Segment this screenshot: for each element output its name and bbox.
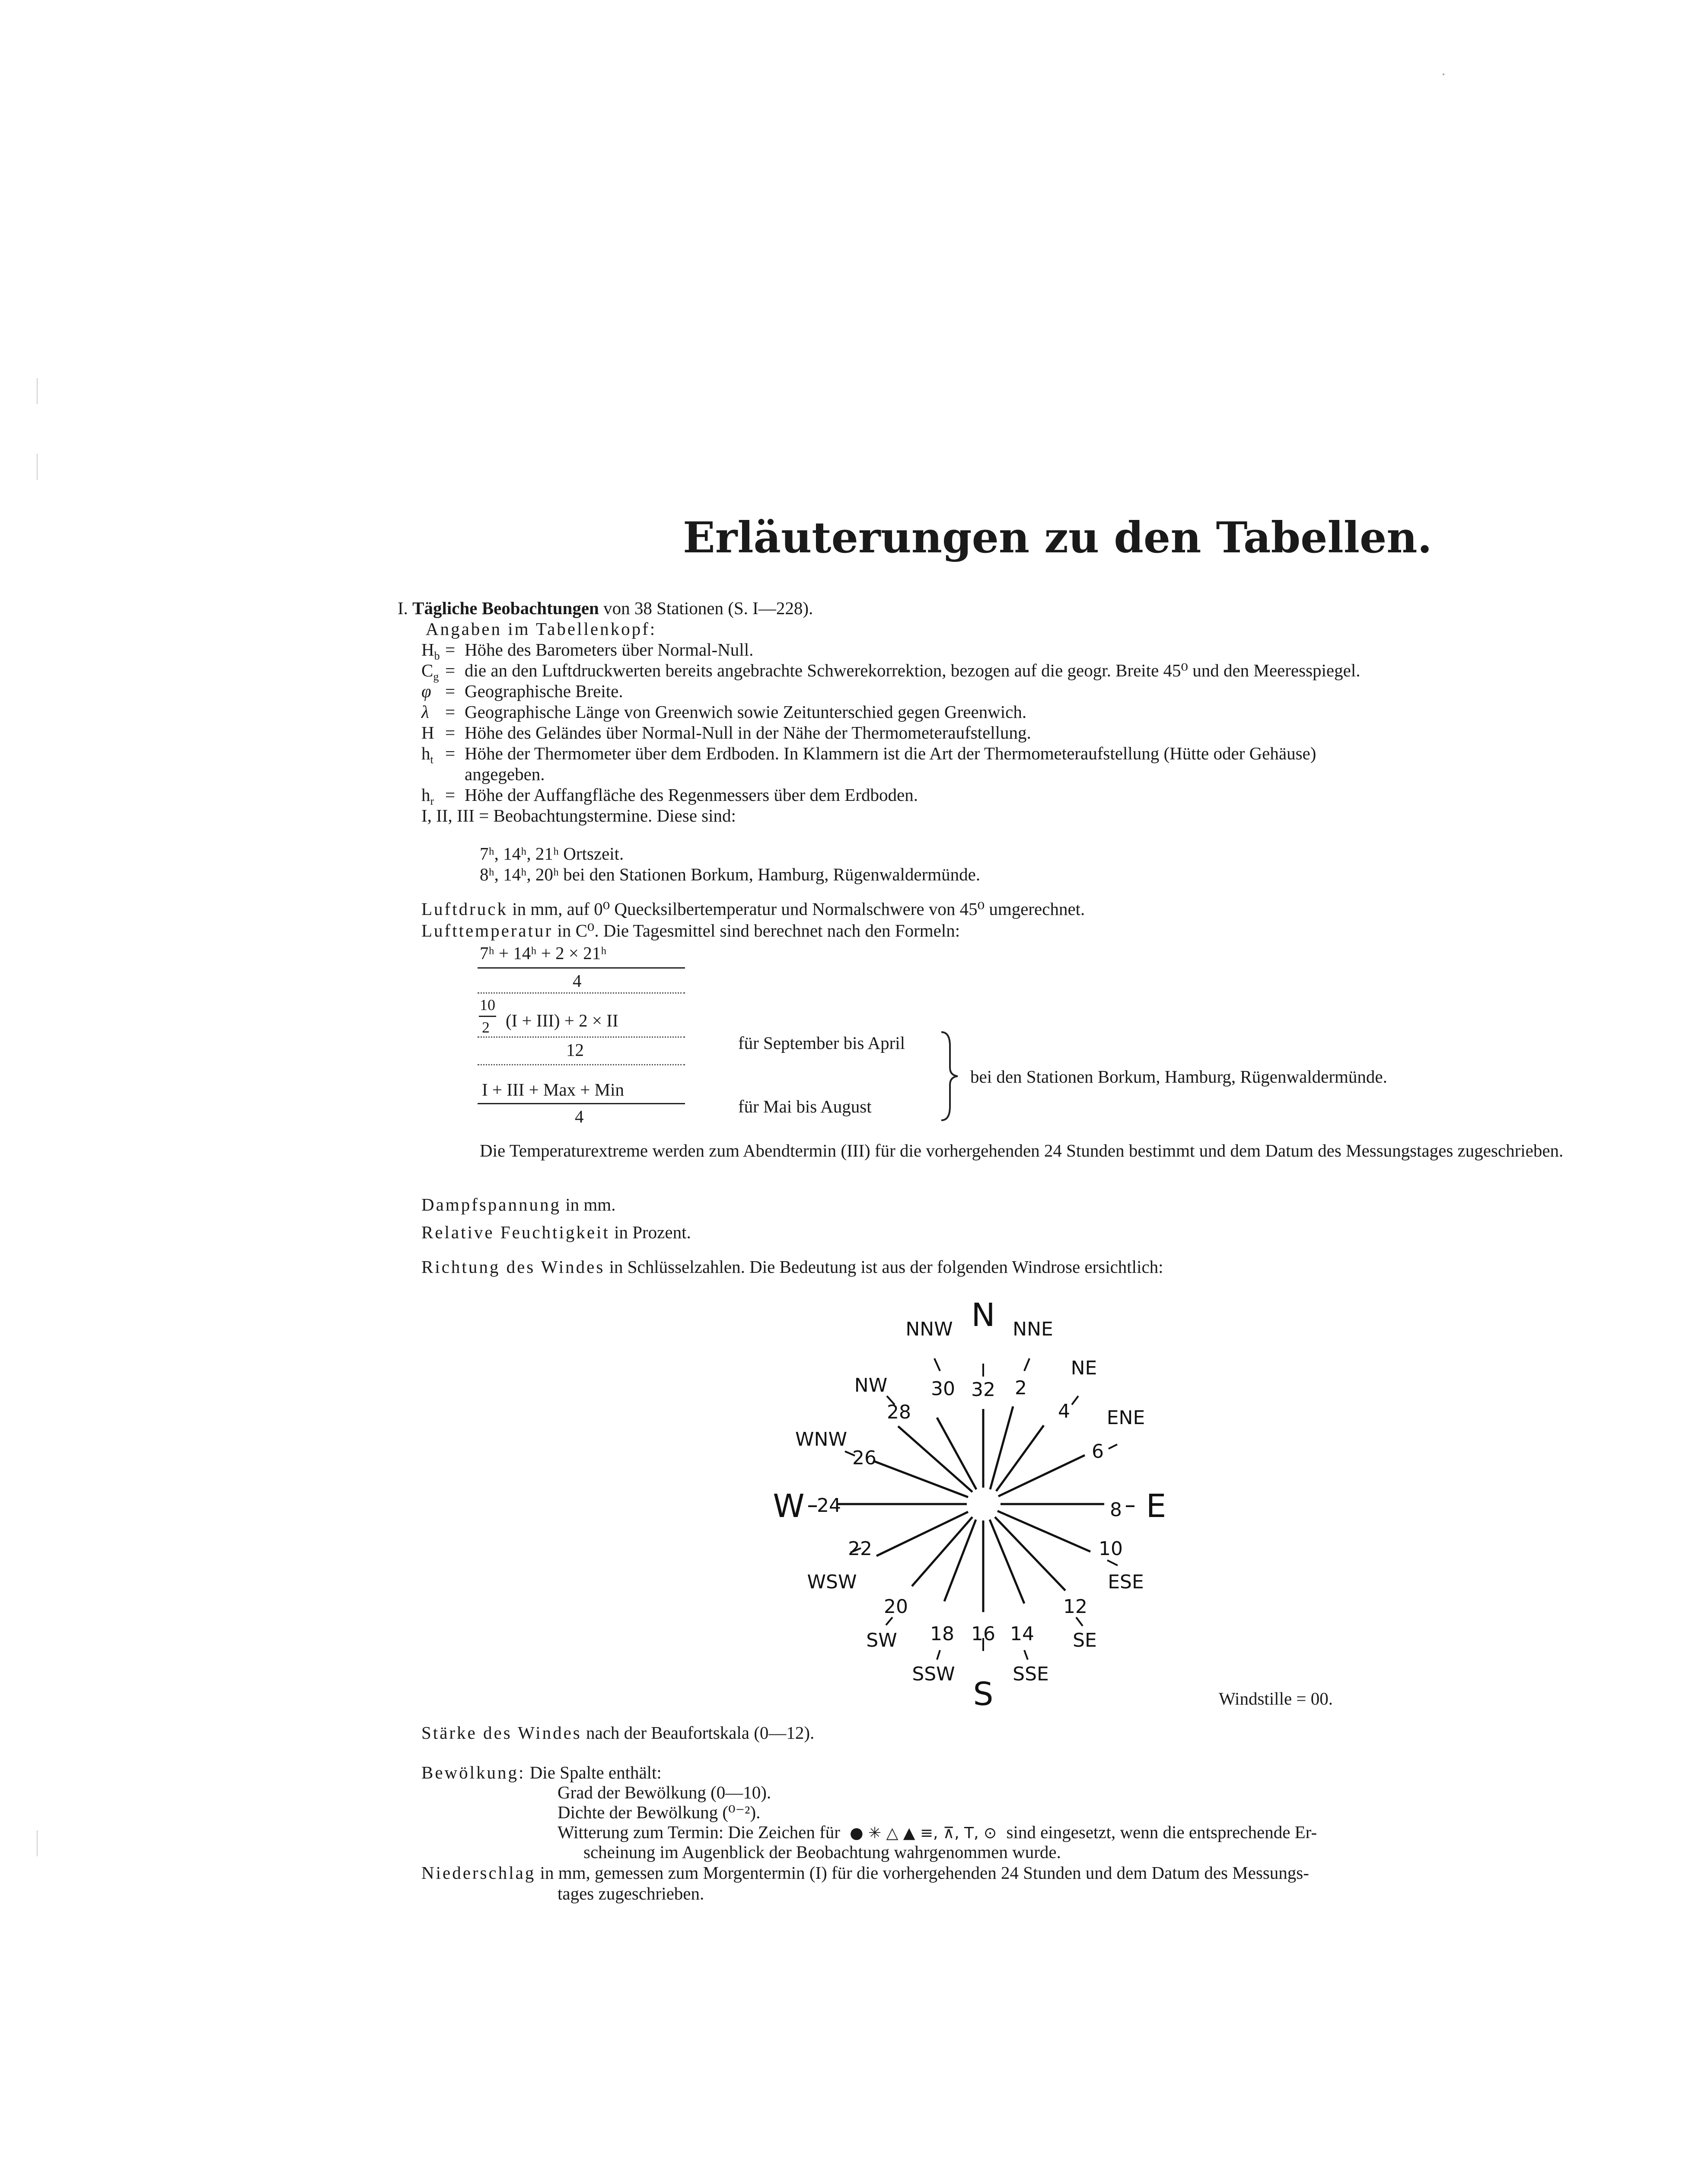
weather-symbols: ● ✳ △ ▲ ≡, ⊼, T, ⊙ (850, 1824, 997, 1842)
wind-rose (756, 1288, 1189, 1720)
kopf-heading: Angaben im Tabellenkopf: (426, 619, 657, 639)
rose-code-6: 6 (1092, 1441, 1104, 1463)
rose-line-ese (997, 1511, 1090, 1552)
scan-mark (37, 378, 38, 404)
staerke-line (421, 1722, 814, 1743)
rose-code-8: 8 (1110, 1499, 1122, 1521)
formula-2-numerator: (I + III) + 2 × II (506, 1010, 618, 1030)
wind-richtung-line (421, 1256, 1163, 1278)
rose-code-2: 2 (1015, 1377, 1027, 1399)
def-eq: = (445, 681, 456, 701)
formula-2-prefactor-den: 2 (482, 1019, 490, 1036)
def-text: die an den Luftdruckwerten bereits angebrachte Schwerekorrektion, bezogen auf die geogr. Breite 45⁰ und den Meeresspiegel. (465, 660, 1361, 680)
def-text: Höhe des Geländes über Normal-Null in der Nähe der Thermometeraufstellung. (465, 723, 1031, 743)
scan-mark (37, 1830, 38, 1856)
luftdruck-text: in mm, auf 0⁰ Quecksilbertemperatur und Normalschwere von 45⁰ umgerechnet. (507, 899, 1085, 919)
bewoelkung-text: Die Spalte enthält: (525, 1763, 662, 1782)
rose-code-18: 18 (930, 1623, 954, 1645)
def-eq: = (445, 785, 456, 805)
feucht-text: in Prozent. (609, 1222, 691, 1242)
formula-divider (478, 992, 685, 994)
rose-dir-sse: SSE (1013, 1663, 1049, 1685)
rose-dir-nw: NW (854, 1374, 888, 1396)
temp-extreme-paragraph: Die Temperaturextreme werden zum Abendtermin (III) für die vorhergehenden 24 Stunden bestimmt und dem Datum des Messungstages zugeschrieben. (480, 1141, 1564, 1160)
rose-dir-w: W (773, 1488, 805, 1525)
definitions-list (421, 639, 1360, 826)
formula-2-prefactor-num: 10 (480, 996, 495, 1014)
rose-dir-ne: NE (1071, 1357, 1097, 1379)
formula-1-fraction-bar (478, 967, 685, 969)
niederschlag-line (421, 1862, 1309, 1884)
def-row (421, 660, 1361, 683)
niederschlag-label: Niederschlag (421, 1863, 536, 1883)
formula-2-condition: für September bis April (738, 1033, 905, 1053)
rose-dir-ssw: SSW (912, 1663, 955, 1685)
rose-code-4: 4 (1058, 1400, 1070, 1422)
feucht-line (421, 1221, 691, 1243)
bewoelkung-grad: Grad der Bewölkung (0—10). (558, 1782, 771, 1802)
wind-richtung-label: Richtung des Windes (421, 1257, 605, 1277)
bewoelkung-line (421, 1762, 662, 1783)
rose-line-sse (990, 1520, 1024, 1603)
rose-code-26: 26 (852, 1447, 876, 1469)
rose-code-32: 32 (971, 1379, 995, 1401)
bewoelkung-dichte: Dichte der Bewölkung (⁰⁻²). (558, 1802, 761, 1822)
rose-dir-n: N (971, 1297, 995, 1334)
def-text: Geographische Länge von Greenwich sowie Zeitunterschied gegen Greenwich. (465, 702, 1027, 722)
lufttemp-text: in C⁰. Die Tagesmittel sind berechnet nach den Formeln: (553, 921, 960, 940)
termine-line-1: 7ʰ, 14ʰ, 21ʰ Ortszeit. (480, 844, 624, 864)
rose-line-ene (998, 1455, 1085, 1496)
def-row (421, 763, 1360, 784)
niederschlag-text: in mm, gemessen zum Morgentermin (I) für die vorhergehenden 24 Stunden und dem Datum des Messungs- (535, 1863, 1309, 1883)
rose-code-16: 16 (971, 1623, 995, 1645)
def-text: angegeben. (465, 764, 545, 784)
rose-line-se (995, 1517, 1065, 1590)
rose-line-wsw (876, 1512, 968, 1556)
formula-3-numerator: I + III + Max + Min (482, 1080, 624, 1100)
right-brace (938, 1029, 964, 1124)
witterung-text-a: Witterung zum Termin: Die Zeichen für (558, 1822, 840, 1842)
formula-2-denominator: 12 (566, 1040, 584, 1060)
def-eq: = (445, 660, 456, 680)
formula-2-fraction-bar (478, 1036, 685, 1038)
section-title: Tägliche Beobachtungen (412, 598, 599, 618)
rose-dir-sw: SW (866, 1629, 897, 1651)
def-row (421, 784, 1360, 808)
staerke-text: nach der Beaufortskala (0—12). (581, 1723, 815, 1743)
rose-code-28: 28 (887, 1401, 911, 1423)
rose-code-30: 30 (931, 1378, 955, 1400)
feucht-label: Relative Feuchtigkeit (421, 1222, 610, 1242)
def-eq: = (445, 743, 456, 763)
def-symbol: $h_r$ (421, 785, 434, 808)
formula-3-denominator: 4 (575, 1106, 584, 1126)
lufttemp-line (421, 920, 960, 941)
scan-speck (1443, 73, 1444, 75)
def-row (421, 722, 1360, 743)
def-row (421, 680, 1360, 701)
termine-text: Beobachtungstermine. Diese sind: (493, 806, 736, 826)
rose-dir-wnw: WNW (795, 1428, 847, 1450)
dampf-line (421, 1194, 615, 1215)
witterung-text-c: scheinung im Augenblick der Beobachtung wahrgenommen wurde. (583, 1842, 1061, 1862)
def-eq: = (445, 702, 456, 722)
bewoelkung-label: Bewölkung: (421, 1763, 526, 1782)
def-row (421, 701, 1360, 722)
def-symbol: $C_g$ (421, 660, 439, 683)
def-symbol: $H_b$ (421, 640, 440, 663)
rose-code-20: 20 (884, 1596, 908, 1618)
def-row (421, 743, 1360, 766)
def-symbol: H (421, 723, 434, 743)
windstille-note: Windstille = 00. (1219, 1689, 1333, 1708)
dampf-label: Dampfspannung (421, 1195, 561, 1214)
rose-dir-ese: ESE (1108, 1571, 1144, 1593)
rose-line-wnw (873, 1461, 968, 1497)
rose-line-nne (990, 1406, 1013, 1489)
formula-1-numerator: 7ʰ + 14ʰ + 2 × 21ʰ (480, 943, 607, 963)
scan-mark (37, 454, 38, 480)
rose-dir-ene: ENE (1106, 1407, 1145, 1429)
section-heading (398, 597, 813, 619)
def-eq: = (445, 640, 456, 660)
rose-dir-nnw: NNW (905, 1318, 953, 1340)
rose-code-10: 10 (1099, 1538, 1123, 1560)
rose-dir-s: S (973, 1676, 994, 1713)
def-text: Geographische Breite. (465, 681, 623, 701)
rose-line-ne (996, 1425, 1044, 1491)
formula-3-fraction-bar (478, 1103, 685, 1104)
rose-dir-e: E (1146, 1488, 1166, 1525)
formula-3-condition: für Mai bis August (738, 1096, 872, 1116)
def-symbol: φ (421, 681, 431, 701)
section-number: I. (398, 598, 408, 618)
staerke-label: Stärke des Windes (421, 1723, 582, 1743)
def-text: Höhe der Thermometer über dem Erdboden. In Klammern ist die Art der Thermometeraufstellung (Hütte oder Gehäuse) (465, 743, 1316, 763)
rose-code-24: 24 (817, 1495, 841, 1517)
termine-label: I, II, III (421, 806, 475, 826)
rose-line-nw (898, 1426, 972, 1492)
luftdruck-label: Luftdruck (421, 899, 508, 919)
rose-code-12: 12 (1063, 1596, 1087, 1618)
page-title: Erläuterungen zu den Tabellen. (683, 513, 1432, 563)
formula-stations: bei den Stationen Borkum, Hamburg, Rügenwaldermünde. (970, 1067, 1387, 1087)
def-text: Höhe des Barometers über Normal-Null. (465, 640, 754, 660)
formula-1-denominator: 4 (573, 971, 582, 991)
def-text: Höhe der Auffangfläche des Regenmessers über dem Erdboden. (465, 785, 918, 805)
rose-code-22: 22 (848, 1538, 872, 1560)
def-symbol: $h_t$ (421, 743, 433, 766)
rose-dir-nne: NNE (1013, 1318, 1053, 1340)
niederschlag-text-2: tages zugeschrieben. (558, 1884, 704, 1903)
luftdruck-line (421, 898, 1085, 920)
def-row (421, 805, 1360, 826)
def-eq: = (445, 723, 456, 743)
witterung-text-b: sind eingesetzt, wenn die entsprechende Er- (1006, 1822, 1317, 1842)
wind-richtung-text: in Schlüsselzahlen. Die Bedeutung ist aus der folgenden Windrose ersichtlich: (605, 1257, 1163, 1277)
def-symbol: λ (421, 702, 429, 722)
termine-line-2: 8ʰ, 14ʰ, 20ʰ bei den Stationen Borkum, Hamburg, Rügenwaldermünde. (480, 864, 981, 884)
lufttemp-label: Lufttemperatur (421, 921, 553, 940)
def-eq: = (479, 806, 489, 826)
formula-divider (478, 1064, 685, 1065)
def-row (421, 639, 1360, 663)
rose-dir-wsw: WSW (807, 1571, 857, 1593)
dampf-text: in mm. (561, 1195, 616, 1214)
rose-code-14: 14 (1010, 1623, 1034, 1645)
section-subtitle: von 38 Stationen (S. I—228). (599, 598, 813, 618)
rose-dir-se: SE (1073, 1629, 1097, 1651)
